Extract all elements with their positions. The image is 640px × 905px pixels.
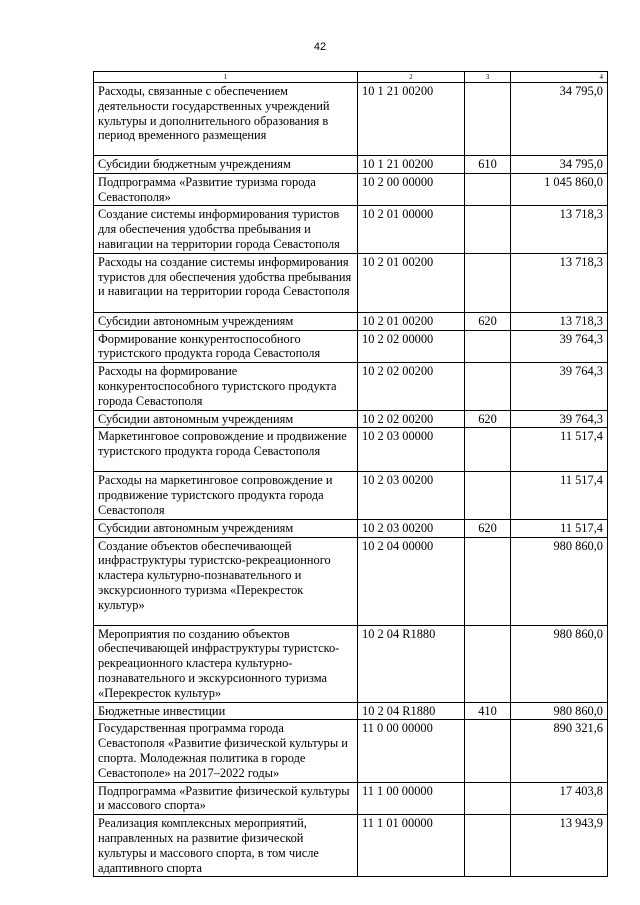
row-vr-cell (465, 330, 511, 363)
row-code-cell: 10 1 21 00200 (358, 156, 465, 174)
row-vr-cell (465, 815, 511, 877)
row-vr-cell (465, 472, 511, 519)
row-code-cell: 10 2 03 00000 (358, 428, 465, 472)
row-vr-cell (465, 173, 511, 206)
row-vr-cell (465, 206, 511, 253)
table-row (94, 206, 608, 253)
row-name-cell: Расходы на формирование конкурентоспособного туристского продукта города Севастополя (94, 363, 358, 410)
table-row (94, 472, 608, 519)
row-code-cell: 10 2 04 00000 (358, 537, 465, 625)
table-row (94, 815, 608, 877)
row-amount-cell: 11 517,4 (511, 472, 608, 519)
row-amount-cell: 13 943,9 (511, 815, 608, 877)
table-row (94, 720, 608, 782)
row-vr-cell (465, 720, 511, 782)
row-vr-cell (465, 782, 511, 815)
row-code-cell: 10 2 01 00000 (358, 206, 465, 253)
table-row (94, 428, 608, 472)
row-amount-cell: 980 860,0 (511, 537, 608, 625)
row-code-cell: 11 1 00 00000 (358, 782, 465, 815)
row-code-cell: 11 1 01 00000 (358, 815, 465, 877)
row-name-cell: Маркетинговое сопровождение и продвижение туристского продукта города Севастополя (94, 428, 358, 472)
table-row (94, 537, 608, 625)
row-name-cell: Мероприятия по созданию объектов обеспечивающей инфраструктуры туристско-рекреационного кластера культурно-познавательного и экскурсионного туризма «Перекресток культур» (94, 625, 358, 702)
row-amount-cell: 13 718,3 (511, 253, 608, 312)
column-header-amount: 4 (511, 72, 608, 83)
row-code-cell: 10 2 02 00200 (358, 363, 465, 410)
row-code-cell: 10 1 21 00200 (358, 83, 465, 156)
row-vr-cell (465, 537, 511, 625)
page-number: 42 (313, 41, 327, 53)
row-amount-cell: 17 403,8 (511, 782, 608, 815)
row-name-cell: Бюджетные инвестиции (94, 702, 358, 720)
row-vr-cell (465, 253, 511, 312)
row-name-cell: Подпрограмма «Развитие физической культуры и массового спорта» (94, 782, 358, 815)
row-amount-cell: 39 764,3 (511, 410, 608, 428)
row-code-cell: 10 2 02 00000 (358, 330, 465, 363)
row-vr-cell (465, 428, 511, 472)
row-name-cell: Субсидии автономным учреждениям (94, 519, 358, 537)
row-name-cell: Государственная программа города Севастополя «Развитие физической культуры и спорта. Молодежная политика в городе Севастополе» на 2017–2022 годы» (94, 720, 358, 782)
row-vr-cell: 620 (465, 312, 511, 330)
row-amount-cell: 39 764,3 (511, 363, 608, 410)
row-code-cell: 10 2 04 R1880 (358, 702, 465, 720)
table-row (94, 156, 608, 174)
table-row (94, 253, 608, 312)
row-amount-cell: 34 795,0 (511, 83, 608, 156)
row-name-cell: Реализация комплексных мероприятий, направленных на развитие физической культуры и массового спорта, в том числе адаптивного спорта (94, 815, 358, 877)
row-vr-cell (465, 83, 511, 156)
row-name-cell: Субсидии автономным учреждениям (94, 312, 358, 330)
table-row (94, 782, 608, 815)
row-name-cell: Создание системы информирования туристов для обеспечения удобства пребывания и навигации на территории города Севастополя (94, 206, 358, 253)
row-code-cell: 10 2 01 00200 (358, 253, 465, 312)
row-code-cell: 10 2 00 00000 (358, 173, 465, 206)
column-header-name: 1 (94, 72, 358, 83)
table-row (94, 625, 608, 702)
row-name-cell: Расходы на маркетинговое сопровождение и продвижение туристского продукта города Севастополя (94, 472, 358, 519)
row-vr-cell (465, 625, 511, 702)
table-header-row (94, 72, 608, 83)
row-amount-cell: 13 718,3 (511, 312, 608, 330)
table-row (94, 519, 608, 537)
column-header-code: 2 (358, 72, 465, 83)
table-row (94, 330, 608, 363)
column-header-vr: 3 (465, 72, 511, 83)
budget-table (93, 71, 608, 877)
table-row (94, 83, 608, 156)
row-vr-cell: 610 (465, 156, 511, 174)
row-amount-cell: 34 795,0 (511, 156, 608, 174)
table-row (94, 363, 608, 410)
row-name-cell: Формирование конкурентоспособного туристского продукта города Севастополя (94, 330, 358, 363)
table-row (94, 312, 608, 330)
row-name-cell: Создание объектов обеспечивающей инфраструктуры туристско-рекреационного кластера культурно-познавательного и экскурсионного туризма «Перекресток культур» (94, 537, 358, 625)
row-code-cell: 10 2 03 00200 (358, 472, 465, 519)
row-amount-cell: 1 045 860,0 (511, 173, 608, 206)
row-name-cell: Подпрограмма «Развитие туризма города Севастополя» (94, 173, 358, 206)
row-amount-cell: 890 321,6 (511, 720, 608, 782)
row-amount-cell: 980 860,0 (511, 702, 608, 720)
row-vr-cell: 620 (465, 410, 511, 428)
table-row (94, 410, 608, 428)
table-row (94, 173, 608, 206)
row-vr-cell: 410 (465, 702, 511, 720)
row-name-cell: Субсидии автономным учреждениям (94, 410, 358, 428)
row-vr-cell: 620 (465, 519, 511, 537)
row-code-cell: 11 0 00 00000 (358, 720, 465, 782)
row-code-cell: 10 2 03 00200 (358, 519, 465, 537)
row-amount-cell: 11 517,4 (511, 519, 608, 537)
row-code-cell: 10 2 02 00200 (358, 410, 465, 428)
row-name-cell: Расходы на создание системы информирования туристов для обеспечения удобства пребывания и навигации на территории города Севастополя (94, 253, 358, 312)
row-amount-cell: 13 718,3 (511, 206, 608, 253)
row-name-cell: Расходы, связанные с обеспечением деятельности государственных учреждений культуры и дополнительного образования в период временного размещения (94, 83, 358, 156)
row-amount-cell: 980 860,0 (511, 625, 608, 702)
row-amount-cell: 11 517,4 (511, 428, 608, 472)
row-name-cell: Субсидии бюджетным учреждениям (94, 156, 358, 174)
row-code-cell: 10 2 01 00200 (358, 312, 465, 330)
row-amount-cell: 39 764,3 (511, 330, 608, 363)
row-code-cell: 10 2 04 R1880 (358, 625, 465, 702)
table-row (94, 702, 608, 720)
row-vr-cell (465, 363, 511, 410)
